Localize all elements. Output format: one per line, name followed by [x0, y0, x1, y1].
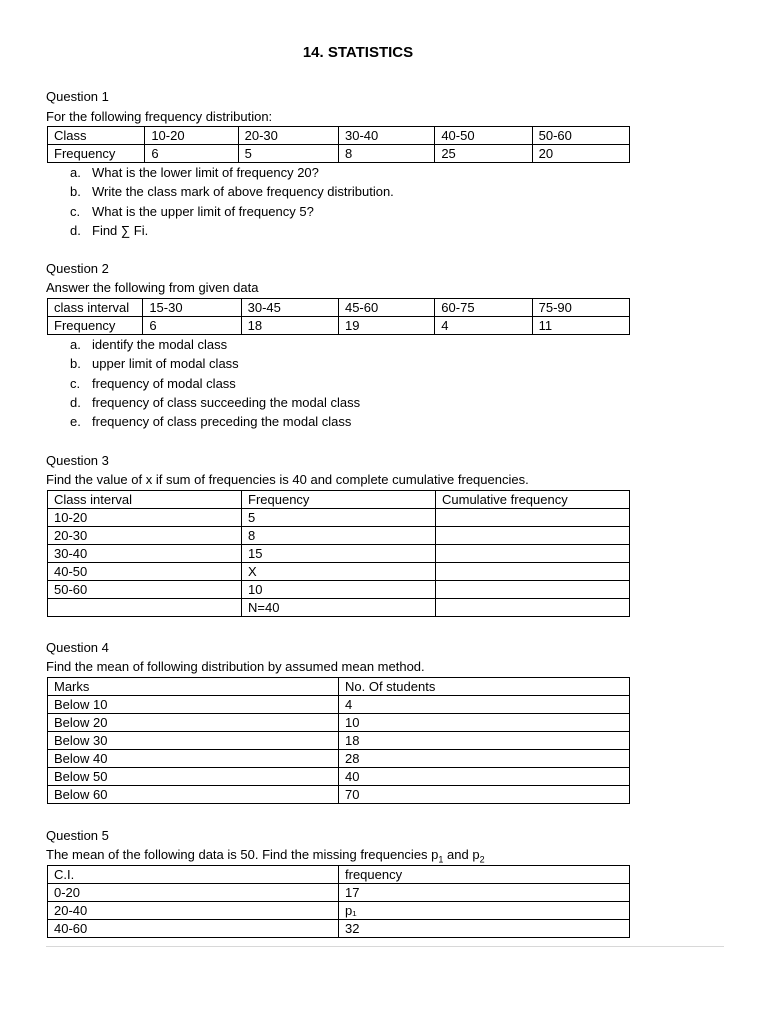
table-cell: 10 — [242, 581, 436, 599]
table-cell: 40-50 — [48, 563, 242, 581]
table-cell: 0-20 — [48, 884, 339, 902]
table-cell: Cumulative frequency — [436, 491, 630, 509]
table-cell: 30-40 — [48, 545, 242, 563]
list-marker: e. — [70, 414, 81, 430]
q5-text-main: The mean of the following data is 50. Find the missing frequencies p — [46, 847, 439, 862]
list-marker: a. — [70, 165, 81, 180]
table-cell: Frequency — [48, 145, 145, 163]
table-cell: 4 — [339, 696, 630, 714]
list-item — [70, 204, 394, 223]
table-cell: 70 — [339, 786, 630, 804]
page-title: 14. STATISTICS — [302, 44, 414, 61]
q5-sub1: 1 — [438, 854, 444, 865]
page-bottom-divider — [46, 946, 724, 947]
q4-text: Find the mean of following distribution by assumed mean method. — [46, 659, 425, 674]
list-marker: b. — [70, 184, 81, 200]
q2-text: Answer the following from given data — [46, 280, 259, 295]
table-cell: 18 — [241, 317, 338, 335]
list-text: What is the lower limit of frequency 20? — [92, 165, 319, 180]
table-row — [48, 509, 630, 527]
table-cell: X — [242, 563, 436, 581]
list-text: Find ∑ Fi. — [92, 222, 149, 238]
q5-table — [47, 865, 630, 938]
table-row — [48, 750, 630, 768]
list-marker: c. — [70, 203, 81, 219]
table-row — [48, 678, 630, 696]
table-row — [48, 299, 630, 317]
list-text: What is the upper limit of frequency 5? — [92, 203, 314, 219]
table-cell: 20 — [532, 145, 629, 163]
table-row — [48, 732, 630, 750]
table-cell: 6 — [143, 317, 241, 335]
table-cell: p₁ — [339, 902, 630, 920]
q4-table — [47, 677, 630, 804]
table-cell: N=40 — [242, 599, 436, 617]
table-cell: 5 — [242, 509, 436, 527]
table-cell: Below 10 — [48, 696, 339, 714]
list-text: frequency of modal class — [92, 375, 236, 391]
table-cell: 20-40 — [48, 902, 339, 920]
table-cell: Below 30 — [48, 732, 339, 750]
table-row — [48, 920, 630, 938]
list-marker: c. — [70, 375, 81, 391]
table-cell: 20-30 — [238, 127, 338, 145]
table-cell: 8 — [338, 145, 434, 163]
list-item — [70, 356, 360, 375]
table-row — [48, 491, 630, 509]
table-row — [48, 599, 630, 617]
table-cell: 40-60 — [48, 920, 339, 938]
table-cell: Below 40 — [48, 750, 339, 768]
list-marker: d. — [70, 222, 81, 238]
table-cell: 20-30 — [48, 527, 242, 545]
table-cell: 32 — [339, 920, 630, 938]
table-cell — [436, 581, 630, 599]
list-item — [70, 223, 394, 242]
table-cell: 75-90 — [532, 299, 629, 317]
table-cell: 60-75 — [435, 299, 532, 317]
table-cell: 25 — [435, 145, 532, 163]
list-item — [70, 395, 360, 414]
list-text: frequency of class succeeding the modal class — [92, 394, 361, 410]
table-cell: 50-60 — [532, 127, 629, 145]
table-cell: 45-60 — [338, 299, 434, 317]
table-cell: Below 20 — [48, 714, 339, 732]
table-cell: class interval — [48, 299, 143, 317]
q3-table — [47, 490, 630, 617]
table-cell: 11 — [532, 317, 629, 335]
q5-heading: Question 5 — [46, 828, 109, 843]
table-row — [48, 884, 630, 902]
table-cell: 10-20 — [145, 127, 238, 145]
q2-table — [47, 298, 630, 335]
table-cell: 18 — [339, 732, 630, 750]
table-cell: 30-45 — [241, 299, 338, 317]
q4-heading: Question 4 — [46, 640, 109, 655]
q1-list — [70, 165, 394, 242]
list-item — [70, 337, 360, 356]
table-cell: frequency — [339, 866, 630, 884]
table-cell: 50-60 — [48, 581, 242, 599]
table-row — [48, 866, 630, 884]
q2-list — [70, 337, 360, 433]
table-cell: C.I. — [48, 866, 339, 884]
list-item — [70, 165, 394, 184]
table-row — [48, 581, 630, 599]
table-cell: 28 — [339, 750, 630, 768]
list-item — [70, 376, 360, 395]
table-cell: Class — [48, 127, 145, 145]
table-cell: 4 — [435, 317, 532, 335]
table-cell: 30-40 — [338, 127, 434, 145]
table-cell: 19 — [338, 317, 434, 335]
table-row — [48, 317, 630, 335]
table-cell: Frequency — [242, 491, 436, 509]
table-cell: 40-50 — [435, 127, 532, 145]
table-row — [48, 127, 630, 145]
table-row — [48, 696, 630, 714]
list-text: frequency of class preceding the modal class — [92, 414, 352, 430]
table-cell — [48, 599, 242, 617]
table-cell: Class interval — [48, 491, 242, 509]
list-item — [70, 414, 360, 433]
table-cell: No. Of students — [339, 678, 630, 696]
table-cell — [436, 545, 630, 563]
table-row — [48, 768, 630, 786]
list-marker: b. — [70, 356, 81, 372]
table-cell: 6 — [145, 145, 238, 163]
q2-heading: Question 2 — [46, 261, 109, 276]
table-cell — [436, 527, 630, 545]
table-cell — [436, 599, 630, 617]
table-cell: Marks — [48, 678, 339, 696]
table-cell: 17 — [339, 884, 630, 902]
q1-heading: Question 1 — [46, 89, 109, 104]
list-text: identify the modal class — [92, 337, 228, 352]
table-cell: Below 50 — [48, 768, 339, 786]
table-cell — [436, 509, 630, 527]
table-row — [48, 563, 630, 581]
q1-text: For the following frequency distribution: — [46, 109, 273, 124]
q3-text: Find the value of x if sum of frequencies is 40 and complete cumulative frequencies. — [46, 472, 529, 487]
table-cell: 40 — [339, 768, 630, 786]
list-item — [70, 184, 394, 203]
q3-heading: Question 3 — [46, 453, 109, 468]
q5-sub2: 2 — [479, 854, 485, 865]
table-row — [48, 786, 630, 804]
table-cell: 5 — [238, 145, 338, 163]
q5-text-and: and p — [443, 847, 480, 862]
list-text: Write the class mark of above frequency distribution. — [92, 184, 394, 200]
table-cell: 10 — [339, 714, 630, 732]
q1-table — [47, 126, 630, 163]
table-cell: Frequency — [48, 317, 143, 335]
table-row — [48, 527, 630, 545]
list-marker: a. — [70, 337, 81, 352]
table-row — [48, 145, 630, 163]
table-row — [48, 902, 630, 920]
table-cell: 10-20 — [48, 509, 242, 527]
list-text: upper limit of modal class — [92, 356, 239, 372]
table-cell: Below 60 — [48, 786, 339, 804]
table-row — [48, 545, 630, 563]
table-cell: 15-30 — [143, 299, 241, 317]
table-cell: 15 — [242, 545, 436, 563]
table-cell — [436, 563, 630, 581]
list-marker: d. — [70, 394, 81, 410]
table-cell: 8 — [242, 527, 436, 545]
table-row — [48, 714, 630, 732]
